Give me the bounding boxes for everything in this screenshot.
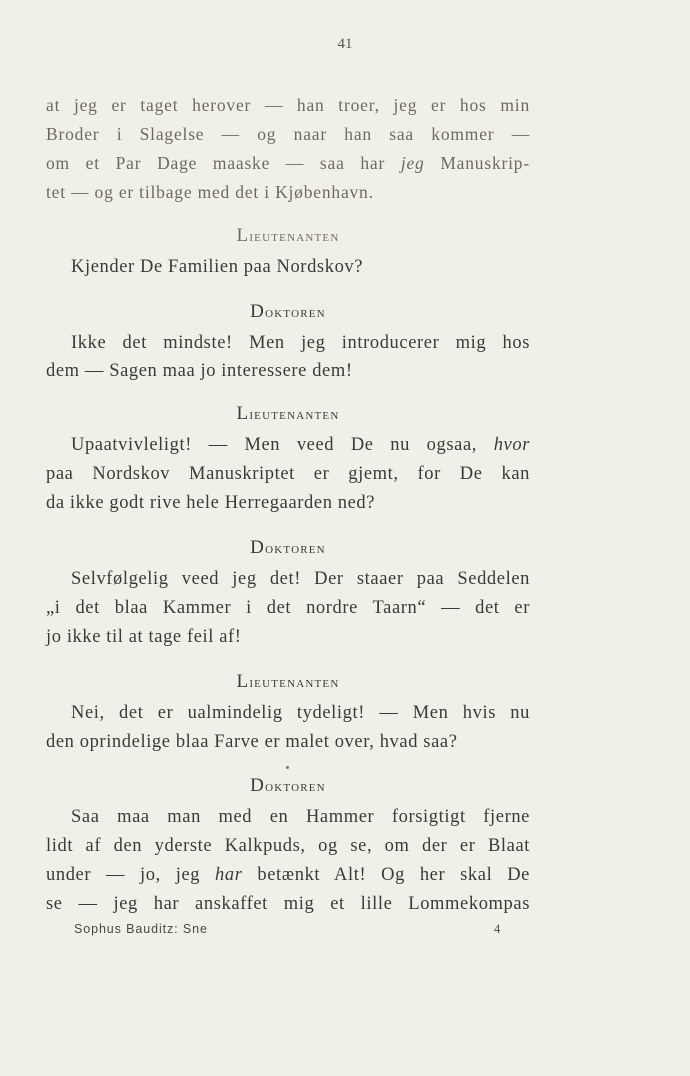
text-line-with-emphasis xyxy=(46,432,530,458)
text-line-with-emphasis xyxy=(46,150,530,176)
speaker-initial: L xyxy=(236,403,250,424)
text-line: Ikke det mindste! Men jeg introducerer mig hos xyxy=(71,333,530,353)
text-line: dem — Sagen maa jo interessere dem! xyxy=(46,361,353,381)
speaker-name xyxy=(0,776,576,797)
text-line: da ikke godt rive hele Herregaarden ned? xyxy=(46,493,376,513)
text-line: Kjender De Familien paa Nordskov? xyxy=(71,257,364,277)
emphasis-text: har xyxy=(215,865,243,885)
text-line: jo ikke til at tage feil af! xyxy=(46,627,242,647)
text-line: „i det blaa Kammer i det nordre Taarn“ — det er xyxy=(46,598,530,618)
text-segment: om et Par Dage maaske — saa har xyxy=(46,153,401,173)
text-line: paa Nordskov Manuskriptet er gjemt, for De kan xyxy=(46,464,530,484)
text-line: Saa maa man med en Hammer forsigtigt fjerne xyxy=(71,807,530,827)
speaker-initial: L xyxy=(236,225,250,246)
text-line: Selvfølgelig veed jeg det! Der staaer paa Seddelen xyxy=(71,569,530,589)
speaker-rest: ieutenanten xyxy=(249,675,340,691)
speaker-initial: D xyxy=(250,301,266,322)
speaker-name xyxy=(0,302,576,323)
speaker-rest: oktoren xyxy=(265,779,326,795)
text-line-with-emphasis xyxy=(46,862,530,888)
speaker-rest: oktoren xyxy=(265,305,326,321)
text-line: tet — og er tilbage med det i Kjøbenhavn. xyxy=(46,182,374,202)
text-line: Broder i Slagelse — og naar han saa kommer — xyxy=(46,124,530,144)
text-line: lidt af den yderste Kalkpuds, og se, om der er Blaat xyxy=(46,836,530,856)
emphasis-text: hvor xyxy=(493,435,530,455)
speaker-initial: L xyxy=(236,671,250,692)
emphasis-text: jeg xyxy=(400,153,425,173)
text-segment: betænkt Alt! Og her skal De xyxy=(242,865,530,885)
text-line: se — jeg har anskaffet mig et lille Lommekompas xyxy=(46,894,530,914)
speaker-name xyxy=(0,404,576,425)
text-line: Nei, det er ualmindelig tydeligt! — Men hvis nu xyxy=(71,703,530,723)
text-segment: Upaatvivleligt! — Men veed De nu ogsaa, xyxy=(71,435,494,455)
speaker-name xyxy=(0,538,576,559)
speaker-rest: oktoren xyxy=(265,541,326,557)
speaker-rest: ieutenanten xyxy=(249,229,340,245)
speaker-rest: ieutenanten xyxy=(249,407,340,423)
footer-sheet-number: 4 xyxy=(494,922,501,936)
speaker-initial: D xyxy=(250,537,266,558)
speaker-initial: D xyxy=(250,775,266,796)
speaker-name xyxy=(0,672,576,693)
text-line: at jeg er taget herover — han troer, jeg er hos min xyxy=(46,95,530,115)
page-number: 41 xyxy=(337,36,353,52)
ink-speck xyxy=(286,766,289,769)
text-segment: Manuskrip- xyxy=(424,153,530,173)
text-segment: under — jo, jeg xyxy=(46,865,215,885)
footer-signature: Sophus Bauditz: Sne xyxy=(74,922,208,936)
text-line: den oprindelige blaa Farve er malet over, hvad saa? xyxy=(46,732,458,752)
speaker-name xyxy=(0,226,576,247)
